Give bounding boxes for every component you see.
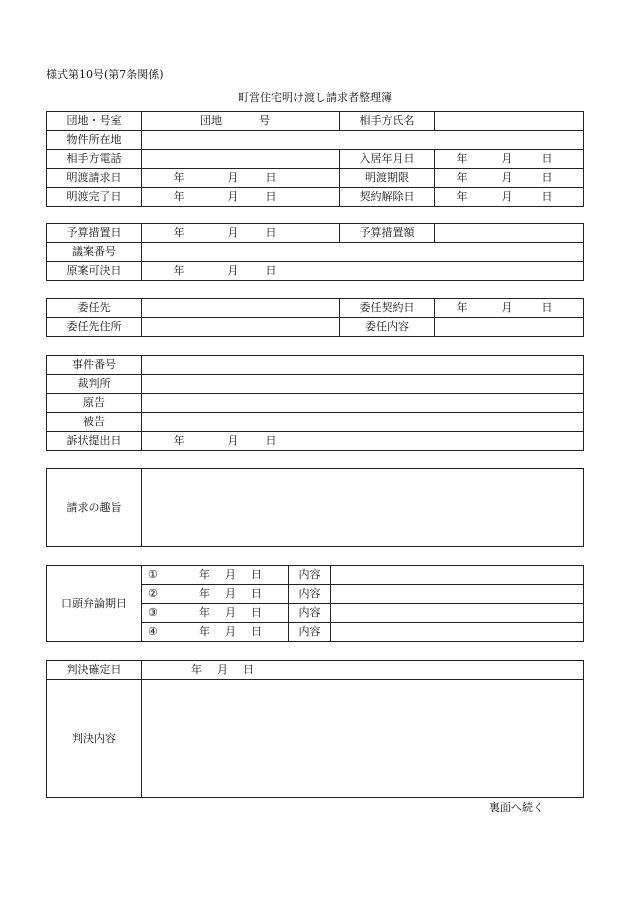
table-row bbox=[47, 413, 584, 432]
day-unit: 日 bbox=[251, 568, 262, 581]
day-unit: 日 bbox=[265, 190, 277, 203]
month-unit: 月 bbox=[227, 434, 239, 447]
complete-date-field[interactable] bbox=[142, 188, 340, 207]
month-unit: 月 bbox=[227, 190, 239, 203]
month-unit: 月 bbox=[227, 264, 239, 277]
day-unit: 日 bbox=[265, 226, 277, 239]
year-unit: 年 bbox=[173, 226, 185, 239]
move-in-label: 入居年月日 bbox=[340, 150, 435, 169]
table-row bbox=[47, 566, 584, 585]
table-row bbox=[47, 375, 584, 394]
table-row bbox=[47, 432, 584, 451]
day-unit: 日 bbox=[541, 171, 553, 184]
table-row bbox=[47, 150, 584, 169]
court-field[interactable] bbox=[142, 375, 584, 394]
case-no-label: 事件番号 bbox=[47, 356, 142, 375]
month-unit: 月 bbox=[225, 606, 236, 619]
month-unit: 月 bbox=[225, 587, 236, 600]
table-row bbox=[47, 299, 584, 318]
property-label: 物件所在地 bbox=[47, 131, 142, 150]
budget-table bbox=[46, 223, 584, 281]
page-title: 町営住宅明け渡し請求者整理簿 bbox=[238, 91, 392, 104]
bill-no-field[interactable] bbox=[142, 243, 584, 262]
hearing-content-field-2[interactable] bbox=[331, 585, 584, 604]
hearing-date-field-1[interactable] bbox=[142, 566, 289, 585]
month-unit: 月 bbox=[225, 625, 236, 638]
day-unit: 日 bbox=[541, 190, 553, 203]
plaintiff-field[interactable] bbox=[142, 394, 584, 413]
judgment-content-field[interactable] bbox=[142, 680, 584, 798]
table-row bbox=[47, 262, 584, 281]
filing-date-label: 訴状提出日 bbox=[47, 432, 142, 451]
day-unit: 日 bbox=[265, 264, 277, 277]
request-date-label: 明渡請求日 bbox=[47, 169, 142, 188]
day-unit: 日 bbox=[251, 606, 262, 619]
judgment-content-label: 判決内容 bbox=[47, 680, 142, 798]
lawsuit-table bbox=[46, 355, 584, 451]
budget-amount-label: 予算措置額 bbox=[340, 224, 435, 243]
basic-info-table bbox=[46, 111, 584, 207]
plaintiff-label: 原告 bbox=[47, 394, 142, 413]
month-unit: 月 bbox=[501, 301, 513, 314]
deadline-date-field[interactable] bbox=[435, 169, 584, 188]
move-in-date-field[interactable] bbox=[435, 150, 584, 169]
purpose-table bbox=[46, 468, 584, 547]
circled-number: ① bbox=[148, 568, 158, 581]
danchi-label: 団地・号室 bbox=[47, 112, 142, 131]
hearing-date-field-4[interactable] bbox=[142, 623, 289, 642]
filing-date-field[interactable] bbox=[142, 432, 584, 451]
table-row bbox=[47, 356, 584, 375]
day-unit: 日 bbox=[265, 434, 277, 447]
table-row bbox=[47, 661, 584, 680]
hearing-content-field-4[interactable] bbox=[331, 623, 584, 642]
table-row bbox=[47, 318, 584, 337]
delegate-content-field[interactable] bbox=[435, 318, 584, 337]
hearing-table bbox=[46, 565, 584, 642]
hearing-content-label: 内容 bbox=[289, 566, 331, 585]
cancel-date-field[interactable] bbox=[435, 188, 584, 207]
delegate-field[interactable] bbox=[142, 299, 340, 318]
month-unit: 月 bbox=[227, 226, 239, 239]
phone-label: 相手方電話 bbox=[47, 150, 142, 169]
month-unit: 月 bbox=[501, 171, 513, 184]
table-row bbox=[47, 188, 584, 207]
purpose-label: 請求の趣旨 bbox=[47, 469, 142, 547]
partner-name-field[interactable] bbox=[435, 112, 584, 131]
hearing-content-label: 内容 bbox=[289, 623, 331, 642]
year-unit: 年 bbox=[456, 171, 468, 184]
delegate-address-label: 委任先住所 bbox=[47, 318, 142, 337]
year-unit: 年 bbox=[456, 301, 468, 314]
cancel-date-label: 契約解除日 bbox=[340, 188, 435, 207]
court-label: 裁判所 bbox=[47, 375, 142, 394]
table-row bbox=[47, 680, 584, 798]
bill-no-label: 議案番号 bbox=[47, 243, 142, 262]
hearing-content-label: 内容 bbox=[289, 604, 331, 623]
table-row bbox=[47, 169, 584, 188]
year-unit: 年 bbox=[456, 190, 468, 203]
year-unit: 年 bbox=[456, 152, 468, 165]
purpose-field[interactable] bbox=[142, 469, 584, 547]
budget-date-label: 予算措置日 bbox=[47, 224, 142, 243]
delegate-label: 委任先 bbox=[47, 299, 142, 318]
approval-date-label: 原案可決日 bbox=[47, 262, 142, 281]
hearing-content-field-3[interactable] bbox=[331, 604, 584, 623]
table-row bbox=[47, 394, 584, 413]
complete-date-label: 明渡完了日 bbox=[47, 188, 142, 207]
day-unit: 日 bbox=[265, 171, 277, 184]
case-no-field[interactable] bbox=[142, 356, 584, 375]
table-row bbox=[47, 131, 584, 150]
defendant-field[interactable] bbox=[142, 413, 584, 432]
day-unit: 日 bbox=[243, 663, 254, 676]
circled-number: ③ bbox=[148, 606, 158, 619]
delegate-address-field[interactable] bbox=[142, 318, 340, 337]
hearing-label: 口頭弁論期日 bbox=[47, 566, 142, 642]
hearing-content-label: 内容 bbox=[289, 585, 331, 604]
partner-name-label: 相手方氏名 bbox=[340, 112, 435, 131]
judgment-table bbox=[46, 660, 584, 798]
year-unit: 年 bbox=[199, 606, 210, 619]
continue-note: 裏面へ続く bbox=[489, 801, 544, 814]
month-unit: 月 bbox=[227, 171, 239, 184]
delegate-table bbox=[46, 298, 584, 337]
circled-number: ④ bbox=[148, 625, 158, 638]
danchi-field[interactable] bbox=[142, 112, 340, 131]
budget-amount-field[interactable] bbox=[435, 224, 584, 243]
table-row bbox=[47, 469, 584, 547]
deadline-label: 明渡期限 bbox=[340, 169, 435, 188]
year-unit: 年 bbox=[173, 264, 185, 277]
month-unit: 月 bbox=[501, 190, 513, 203]
phone-field[interactable] bbox=[142, 150, 340, 169]
day-unit: 日 bbox=[251, 587, 262, 600]
budget-date-field[interactable] bbox=[142, 224, 340, 243]
year-unit: 年 bbox=[199, 587, 210, 600]
hearing-content-field-1[interactable] bbox=[331, 566, 584, 585]
year-unit: 年 bbox=[191, 663, 202, 676]
month-unit: 月 bbox=[217, 663, 228, 676]
property-field[interactable] bbox=[142, 131, 584, 150]
table-row bbox=[47, 224, 584, 243]
day-unit: 日 bbox=[541, 301, 553, 314]
day-unit: 日 bbox=[541, 152, 553, 165]
approval-date-field[interactable] bbox=[142, 262, 584, 281]
delegate-contract-label: 委任契約日 bbox=[340, 299, 435, 318]
table-row bbox=[47, 112, 584, 131]
month-unit: 月 bbox=[225, 568, 236, 581]
defendant-label: 被告 bbox=[47, 413, 142, 432]
month-unit: 月 bbox=[501, 152, 513, 165]
year-unit: 年 bbox=[199, 568, 210, 581]
hearing-date-field-3[interactable] bbox=[142, 604, 289, 623]
room-no-text: 号 bbox=[259, 114, 270, 127]
year-unit: 年 bbox=[199, 625, 210, 638]
year-unit: 年 bbox=[173, 171, 185, 184]
form-number: 様式第10号(第7条関係) bbox=[46, 68, 164, 81]
day-unit: 日 bbox=[251, 625, 262, 638]
delegate-content-label: 委任内容 bbox=[340, 318, 435, 337]
confirm-date-field[interactable] bbox=[142, 661, 584, 680]
delegate-contract-date-field[interactable] bbox=[435, 299, 584, 318]
hearing-date-field-2[interactable] bbox=[142, 585, 289, 604]
circled-number: ② bbox=[148, 587, 158, 600]
request-date-field[interactable] bbox=[142, 169, 340, 188]
table-row bbox=[47, 243, 584, 262]
year-unit: 年 bbox=[173, 434, 185, 447]
year-unit: 年 bbox=[173, 190, 185, 203]
confirm-date-label: 判決確定日 bbox=[47, 661, 142, 680]
danchi-text: 団地 bbox=[200, 114, 222, 127]
